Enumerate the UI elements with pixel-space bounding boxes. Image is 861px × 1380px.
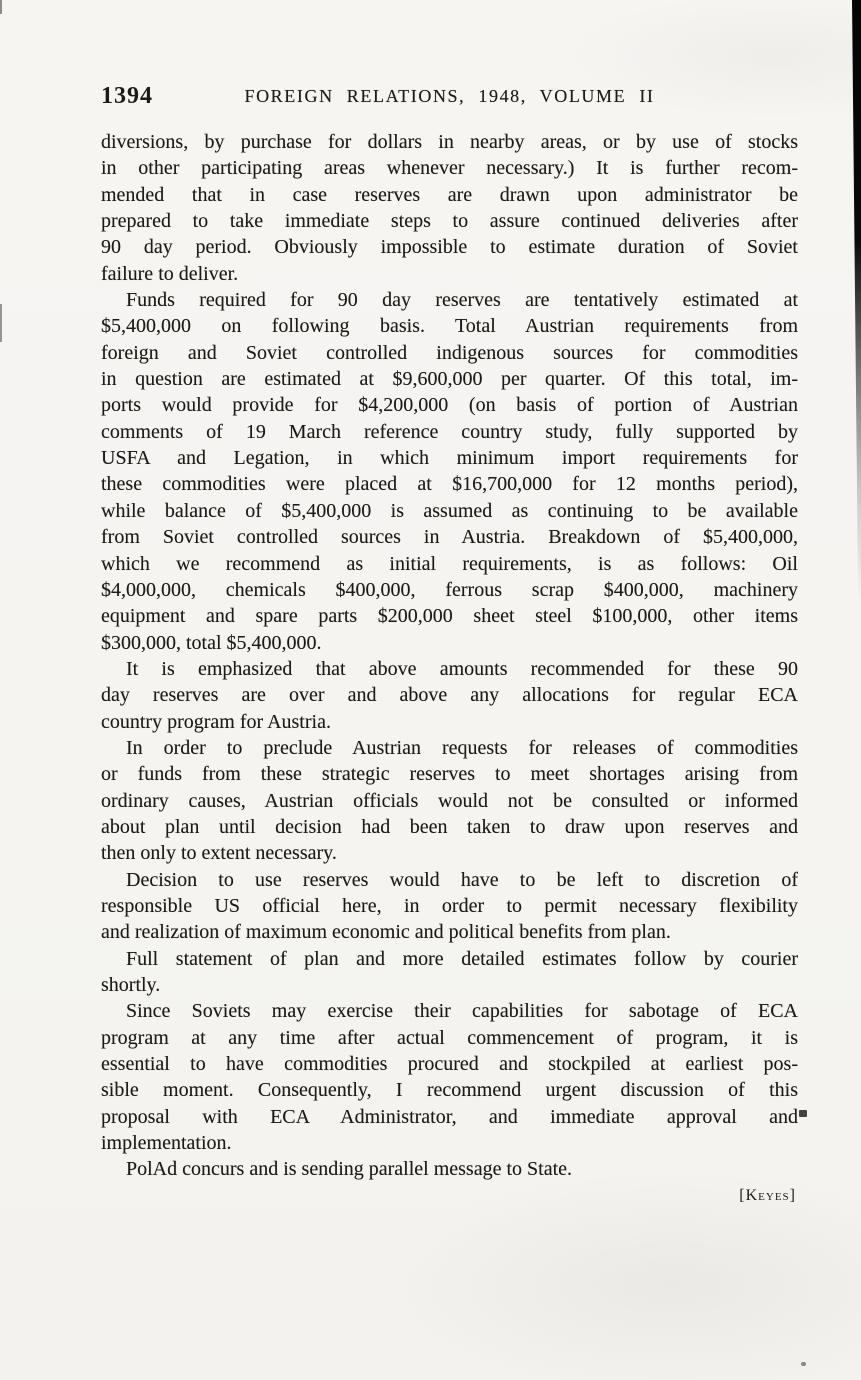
text-line: which we recommend as initial requirements, is as follows: Oil bbox=[101, 552, 798, 575]
text-line: $5,400,000 on following basis. Total Austrian requirements from bbox=[101, 315, 798, 338]
ink-speck bbox=[0, 304, 2, 342]
ink-speck bbox=[0, 0, 2, 14]
text-line: Decision to use reserves would have to be left to discretion of bbox=[126, 868, 798, 891]
page-content bbox=[101, 84, 798, 1209]
text-line: in question are estimated at $9,600,000 per quarter. Of this total, im- bbox=[101, 368, 798, 391]
text-line: 90 day period. Obviously impossible to estimate duration of Soviet bbox=[101, 236, 798, 259]
text-line: program at any time after actual commencement of program, it is bbox=[101, 1026, 798, 1049]
text-line: $300,000, total $5,400,000. bbox=[101, 631, 322, 654]
text-line: Funds required for 90 day reserves are tentatively estimated at bbox=[126, 289, 798, 312]
text-line: Full statement of plan and more detailed estimates follow by courier bbox=[126, 947, 798, 970]
document-body bbox=[101, 129, 798, 1183]
text-line: and realization of maximum economic and political benefits from plan. bbox=[101, 921, 671, 944]
paragraph bbox=[101, 946, 798, 999]
text-line: PolAd concurs and is sending parallel message to State. bbox=[126, 1158, 573, 1181]
text-line: $4,000,000, chemicals $400,000, ferrous scrap $400,000, machinery bbox=[101, 578, 798, 601]
paragraph bbox=[101, 129, 798, 287]
running-head-title: FOREIGN RELATIONS, 1948, VOLUME II bbox=[244, 86, 655, 106]
text-line: while balance of $5,400,000 is assumed as continuing to be available bbox=[101, 499, 798, 522]
paragraph bbox=[101, 867, 798, 946]
scan-edge-artifact bbox=[852, 0, 861, 600]
text-line: then only to extent necessary. bbox=[101, 842, 337, 865]
text-line: equipment and spare parts $200,000 sheet steel $100,000, other items bbox=[101, 605, 798, 628]
text-line: ports would provide for $4,200,000 (on basis of portion of Austrian bbox=[101, 394, 798, 417]
text-line: mended that in case reserves are drawn upon administrator be bbox=[101, 183, 798, 206]
text-line: USFA and Legation, in which minimum import requirements for bbox=[101, 447, 798, 470]
page-number: 1394 bbox=[101, 83, 153, 109]
text-line: about plan until decision had been taken to draw upon reserves and bbox=[101, 815, 798, 838]
ink-speck bbox=[801, 1362, 806, 1366]
text-line: comments of 19 March reference country study, fully supported by bbox=[101, 420, 798, 443]
paragraph bbox=[101, 656, 798, 735]
text-line: day reserves are over and above any allocations for regular ECA bbox=[101, 684, 798, 707]
paragraph bbox=[101, 735, 798, 867]
text-line: from Soviet controlled sources in Austria. Breakdown of $5,400,000, bbox=[101, 526, 798, 549]
text-line: or funds from these strategic reserves to meet shortages arising from bbox=[101, 763, 798, 786]
text-line: Since Soviets may exercise their capabilities for sabotage of ECA bbox=[126, 1000, 798, 1023]
signature: [Keyes] bbox=[739, 1186, 796, 1204]
text-line: implementation. bbox=[101, 1132, 232, 1155]
ink-speck bbox=[799, 1110, 807, 1117]
text-line: essential to have commodities procured and stockpiled at earliest pos- bbox=[101, 1053, 798, 1076]
text-line: shortly. bbox=[101, 974, 161, 996]
paragraph bbox=[101, 287, 798, 656]
paragraph bbox=[101, 998, 798, 1156]
text-line: responsible US official here, in order to permit necessary flexibility bbox=[101, 894, 798, 917]
text-line: proposal with ECA Administrator, and immediate approval and bbox=[101, 1105, 798, 1128]
text-line: these commodities were placed at $16,700,000 for 12 months period), bbox=[101, 473, 798, 496]
page-header bbox=[101, 84, 798, 109]
text-line: failure to deliver. bbox=[101, 262, 239, 285]
text-line: prepared to take immediate steps to assure continued deliveries after bbox=[101, 210, 798, 233]
text-line: diversions, by purchase for dollars in nearby areas, or by use of stocks bbox=[101, 131, 798, 153]
text-line: country program for Austria. bbox=[101, 710, 331, 733]
text-line: ordinary causes, Austrian officials would not be consulted or informed bbox=[101, 789, 798, 812]
text-line: It is emphasized that above amounts recommended for these 90 bbox=[126, 657, 798, 680]
text-line: sible moment. Consequently, I recommend urgent discussion of this bbox=[101, 1079, 798, 1102]
text-line: foreign and Soviet controlled indigenous sources for commodities bbox=[101, 341, 798, 364]
text-line: In order to preclude Austrian requests for releases of commodities bbox=[126, 736, 798, 759]
paragraph bbox=[101, 1156, 798, 1182]
text-line: in other participating areas whenever necessary.) It is further recom- bbox=[101, 157, 798, 180]
